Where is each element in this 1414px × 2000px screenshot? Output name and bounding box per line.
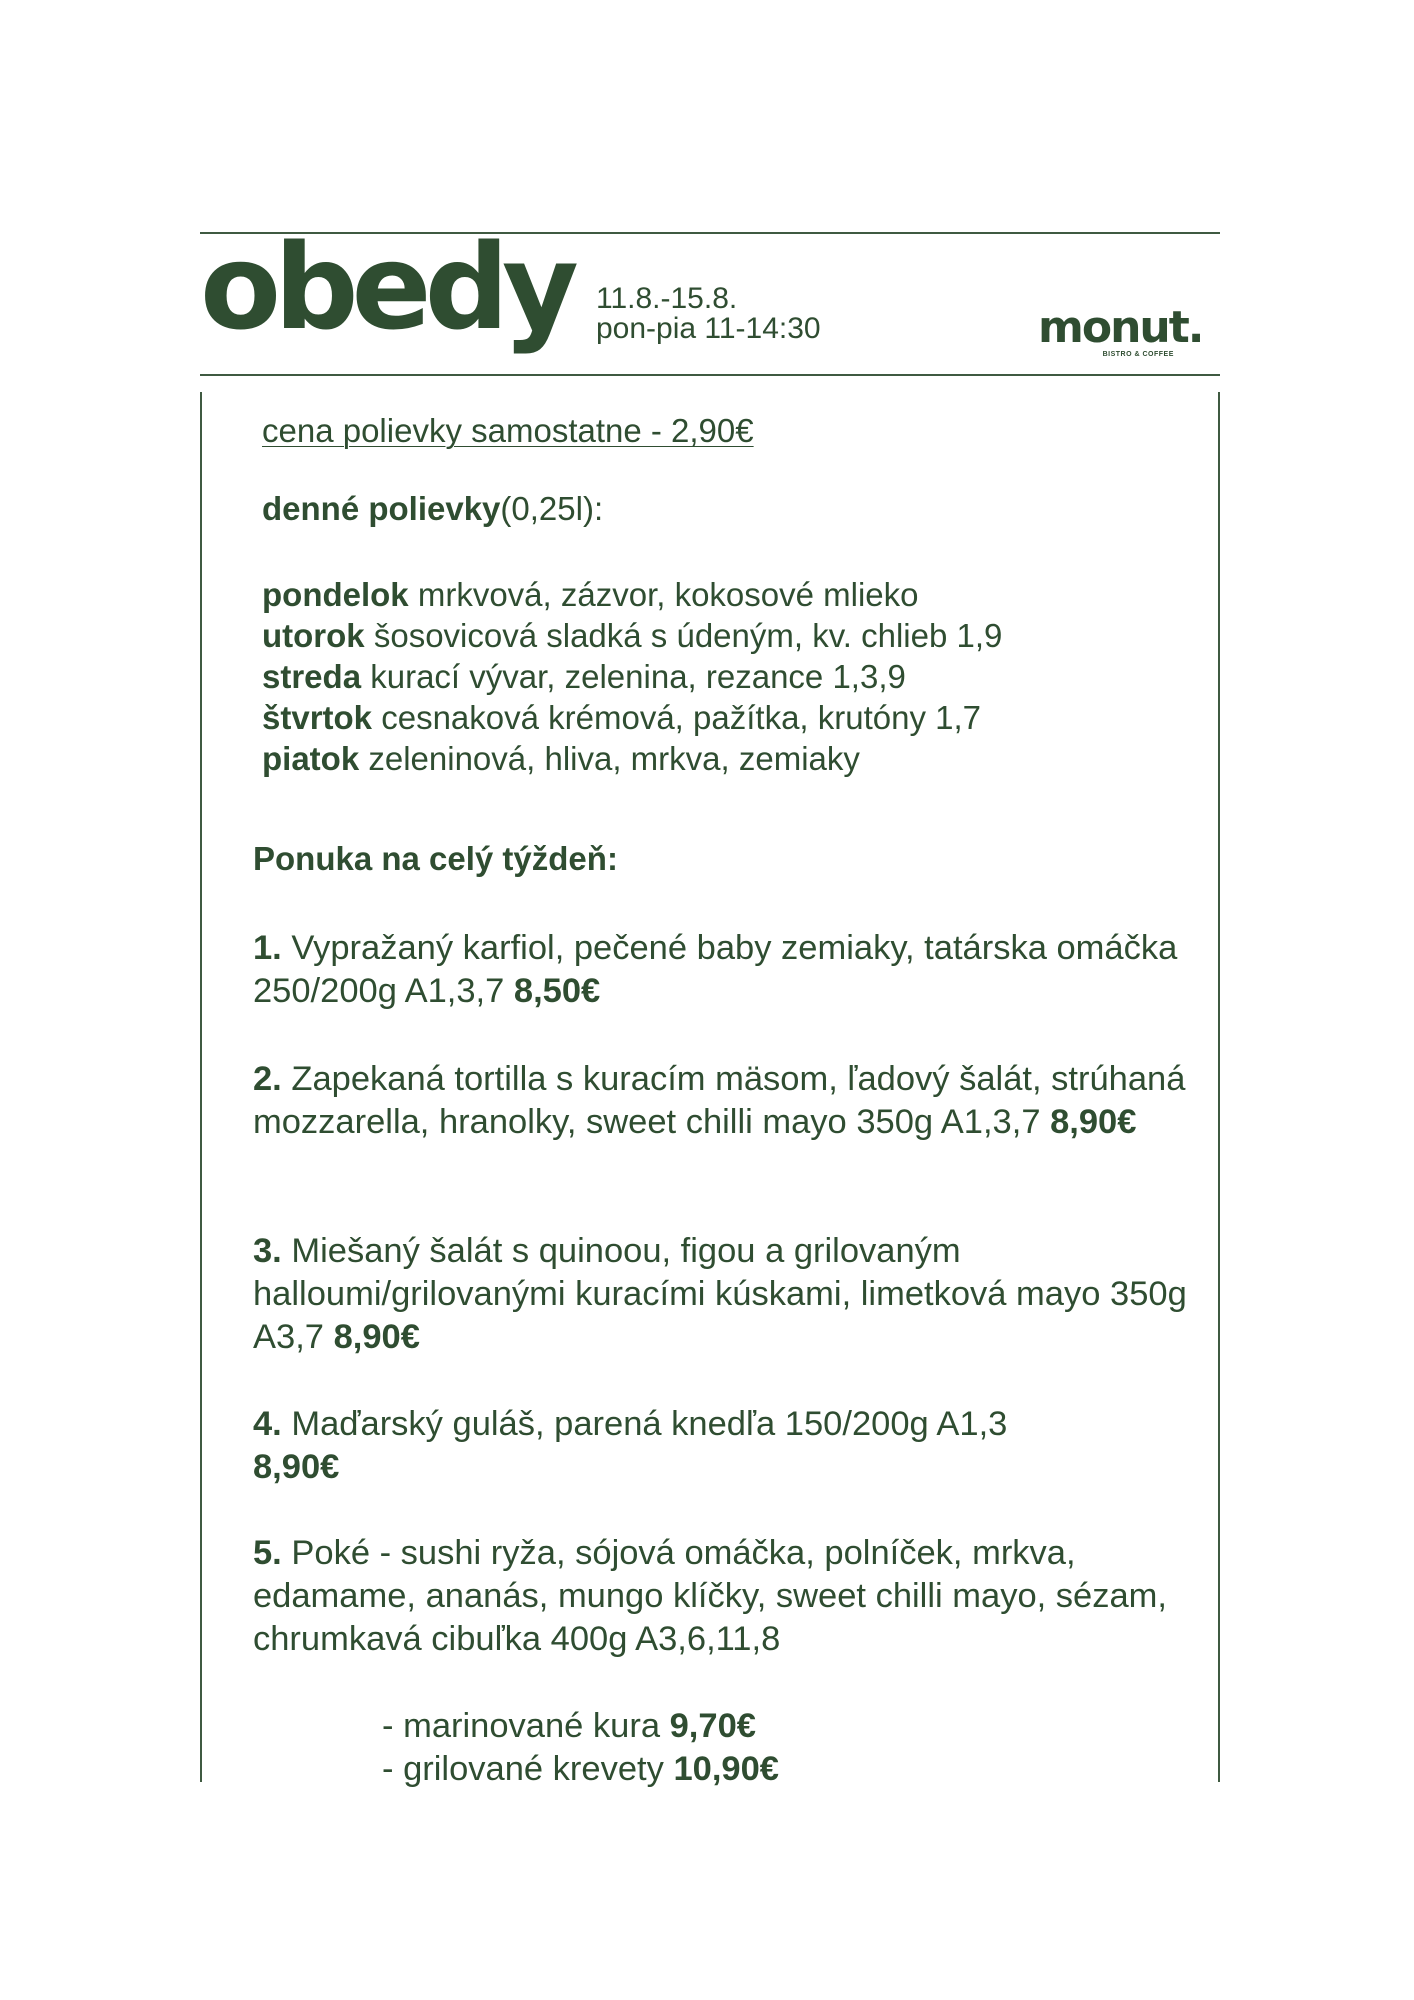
daily-soups-heading-bold: denné polievky bbox=[262, 490, 501, 527]
soup-description: mrkvová, zázvor, kokosové mlieko bbox=[408, 576, 919, 613]
menu-item-number: 4. bbox=[253, 1405, 282, 1443]
soup-day: utorok bbox=[262, 617, 365, 654]
daily-soups-heading-suffix: (0,25l): bbox=[500, 490, 604, 527]
weekly-menu-heading: Ponuka na celý týždeň: bbox=[253, 840, 618, 877]
content-right-border bbox=[1218, 392, 1220, 1782]
menu-item-number: 2. bbox=[253, 1060, 282, 1098]
service-info bbox=[596, 284, 821, 344]
menu-item-number: 3. bbox=[253, 1232, 282, 1270]
menu-item-price: 8,50€ bbox=[513, 972, 601, 1010]
menu-item-2 bbox=[253, 1058, 1193, 1144]
soup-description: šosovicová sladká s údeným, kv. chlieb 1,9 bbox=[364, 617, 1003, 654]
soup-description: cesnaková krémová, pažítka, krutóny 1,7 bbox=[372, 699, 982, 736]
brand-tagline: BISTRO & COFFEE bbox=[1102, 351, 1174, 358]
soup-day: pondelok bbox=[262, 576, 409, 613]
brand-name: monut. bbox=[1038, 302, 1203, 353]
menu-item-number: 5. bbox=[253, 1534, 282, 1572]
soup-row-wednesday bbox=[262, 656, 1002, 697]
menu-item-3 bbox=[253, 1230, 1193, 1359]
soup-row-monday bbox=[262, 574, 1002, 615]
menu-item-description: Zapekaná tortilla s kuracím mäsom, ľadový šalát, strúhaná mozzarella, hranolky, sweet chilli mayo 350g A1,3,7 bbox=[253, 1060, 1186, 1141]
header-bottom-rule bbox=[200, 374, 1220, 376]
daily-soups-list bbox=[262, 574, 1002, 779]
poke-variant-chicken bbox=[382, 1705, 779, 1748]
menu-item-price: 8,90€ bbox=[1050, 1103, 1137, 1141]
opening-hours: pon-pia 11-14:30 bbox=[596, 312, 821, 345]
menu-item-price: 8,90€ bbox=[333, 1318, 420, 1356]
soup-row-tuesday bbox=[262, 615, 1002, 656]
menu-item-description: Miešaný šalát s quinoou, figou a grilovaným halloumi/grilovanými kuracími kúskami, limetková mayo 350g A3,7 bbox=[253, 1232, 1187, 1356]
menu-item-description: Poké - sushi ryža, sójová omáčka, polníček, mrkva, edamame, ananás, mungo klíčky, sweet chilli mayo, sézam, chrumkavá cibuľka 400g A3,6,11,8 bbox=[253, 1534, 1167, 1658]
menu-item-price: 8,90€ bbox=[253, 1448, 340, 1486]
variant-price: 10,90€ bbox=[673, 1750, 779, 1788]
variant-label: - grilované krevety bbox=[382, 1750, 674, 1788]
soup-description: zeleninová, hliva, mrkva, zemiaky bbox=[359, 740, 860, 777]
poke-variant-shrimp bbox=[382, 1748, 779, 1791]
menu-item-5 bbox=[253, 1532, 1193, 1661]
page-title: obedy bbox=[200, 218, 572, 356]
brand-logo bbox=[1038, 302, 1203, 358]
menu-item-description: Vypražaný karfiol, pečené baby zemiaky, tatárska omáčka 250/200g A1,3,7 bbox=[253, 929, 1178, 1010]
variant-price: 9,70€ bbox=[669, 1707, 756, 1745]
soup-row-friday bbox=[262, 738, 1002, 779]
soup-day: piatok bbox=[262, 740, 360, 777]
daily-soups-heading bbox=[262, 490, 603, 528]
soup-row-thursday bbox=[262, 697, 1002, 738]
poke-variants bbox=[382, 1705, 779, 1791]
content-left-border bbox=[200, 392, 202, 1782]
soup-description: kurací vývar, zelenina, rezance 1,3,9 bbox=[361, 658, 906, 695]
menu-item-1 bbox=[253, 927, 1193, 1013]
date-range: 11.8.-15.8. bbox=[596, 282, 738, 315]
menu-item-description: Maďarský guláš, parená knedľa 150/200g A1,3 bbox=[281, 1405, 1008, 1443]
soup-standalone-price: cena polievky samostatne - 2,90€ bbox=[262, 412, 754, 449]
soup-day: štvrtok bbox=[262, 699, 373, 736]
menu-item-number: 1. bbox=[253, 929, 282, 967]
soup-day: streda bbox=[262, 658, 362, 695]
variant-label: - marinované kura bbox=[382, 1707, 670, 1745]
menu-item-4 bbox=[253, 1403, 1193, 1489]
